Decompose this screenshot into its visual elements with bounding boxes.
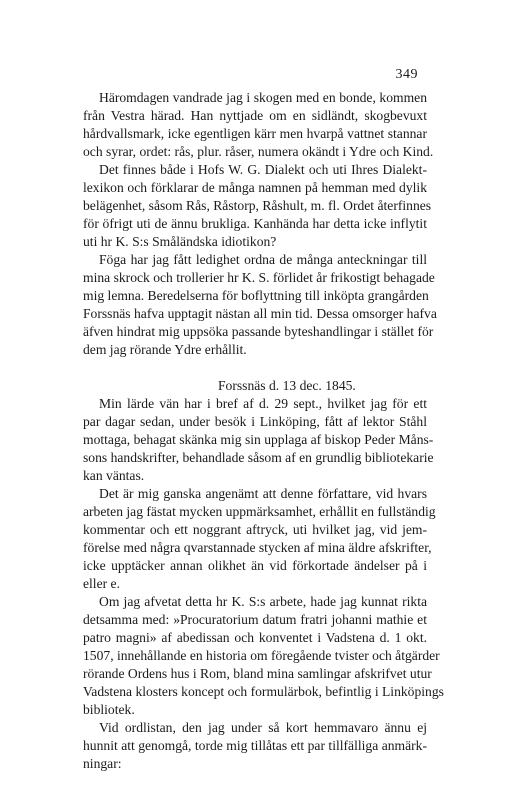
text-line: förelse med några qvarstannade stycken af mina äldre afskrifter, xyxy=(83,540,432,555)
text-line: eller e. xyxy=(83,576,120,591)
text-line: Min lärde vän har i bref af d. 29 sept., hvilket jag för ett xyxy=(99,396,427,411)
text-line: Vadstena klosters koncept och formulärbok, befintlig i Linköpings xyxy=(83,684,444,699)
text-line: från Vestra härad. Han nyttjade om en sidländt, skogbevuxt xyxy=(83,108,427,123)
text-line: uti hr K. S:s Småländska idiotikon? xyxy=(83,234,277,249)
text-line: Det finnes både i Hofs W. G. Dialekt och uti Ihres Dialekt- xyxy=(99,162,427,177)
text-line: belägenhet, såsom Rås, Råstorp, Råshult, m. fl. Ordet återfinnes xyxy=(83,198,432,213)
text-line: hunnit att genomgå, torde mig tillåtas ett par tillfälliga anmärk- xyxy=(83,738,427,753)
text-line: Forssnäs hafva upptagit nästan all min tid. Dessa omsorger hafva xyxy=(83,306,437,321)
text-line: hårdvallsmark, icke egentligen kärr men hvarpå vattnet stannar xyxy=(83,126,427,141)
text-line: mig lemna. Beredelserna för boflyttning till inköpta grangården xyxy=(83,288,429,303)
text-line: kan väntas. xyxy=(83,468,145,483)
text-line: ningar: xyxy=(83,756,122,771)
text-line: Föga har jag fått ledighet ordna de många anteckningar till xyxy=(99,252,427,267)
text-line: Häromdagen vandrade jag i skogen med en bonde, kommen xyxy=(99,90,427,105)
text-line: mina skrock och trollerier hr K. S. förlidet år frikostigt behagade xyxy=(83,270,435,285)
dateline: Forssnäs d. 13 dec. 1845. xyxy=(218,378,356,393)
text-line: arbeten jag fästat mycken uppmärksamhet, erhållit en fullständig xyxy=(83,504,436,519)
text-line: och syrar, ordet: rås, plur. råser, numera okändt i Ydre och Kind. xyxy=(83,144,434,159)
text-line: mottaga, behagat skänka mig sin upplaga af biskop Peder Måns- xyxy=(83,432,434,447)
text-line: lexikon och förklarar de många namnen på hemman med dylik xyxy=(83,180,427,195)
text-line: 1507, innehållande en historia om föregående tvister och åtgärder xyxy=(83,648,440,663)
text-line: icke upptäcker annan olikhet än vid förkortade ändelser på i xyxy=(83,558,427,573)
text-line: bibliotek. xyxy=(83,702,135,717)
text-line: sons handskrifter, behandlade såsom af en grundlig bibliotekarie xyxy=(83,450,434,465)
text-line: Om jag afvetat detta hr K. S:s arbete, hade jag kunnat rikta xyxy=(99,594,427,609)
text-line: för öfrigt uti de ännu brukliga. Kanhända har detta icke inflytit xyxy=(83,216,427,231)
text-line: kommentar och ett noggrant aftryck, uti hvilket jag, vid jem- xyxy=(83,522,427,537)
text-line: par dagar sedan, under besök i Linköping, fått af lektor Ståhl xyxy=(83,414,427,429)
text-line: patro magni» af abedissan och konventet i Vadstena d. 1 okt. xyxy=(83,630,427,645)
text-line: Det är mig ganska angenämt att denne författare, vid hvars xyxy=(99,486,427,501)
text-line: dem jag rörande Ydre erhållit. xyxy=(83,342,247,357)
text-line: rörande Ordens hus i Rom, bland mina samlingar afskrifvet utur xyxy=(83,666,432,681)
page-number: 349 xyxy=(395,67,418,82)
text-line: detsamma med: »Procuratorium datum fratri johanni mathie et xyxy=(83,612,427,627)
text-line: Vid ordlistan, den jag under så kort hemmavaro ännu ej xyxy=(99,720,427,735)
text-line: äfven hindrat mig uppsöka passande byteshandlingar i stället för xyxy=(83,324,434,339)
